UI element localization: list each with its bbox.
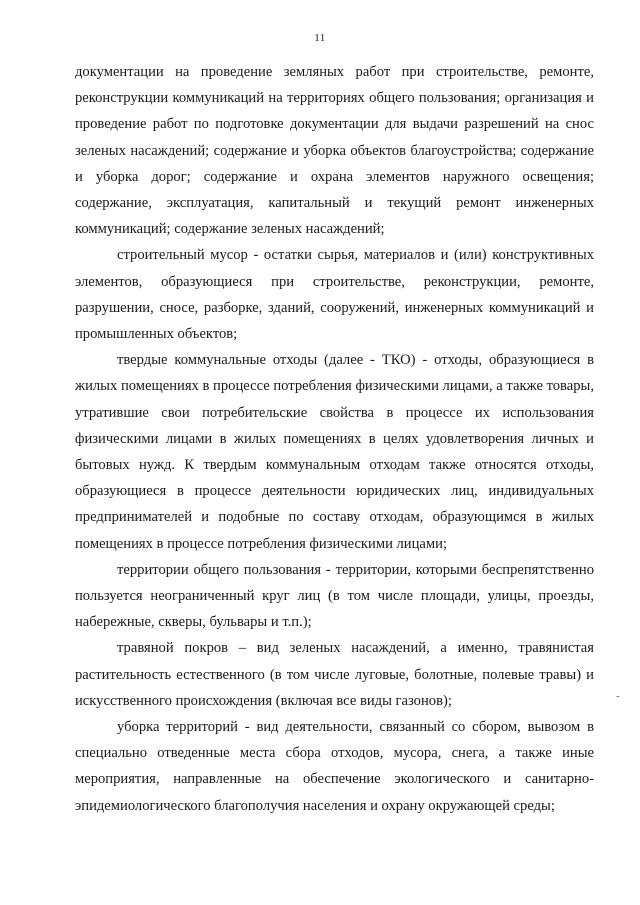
paragraph-3: твердые коммунальные отходы (далее - ТКО) - отходы, образующиеся в жилых помещениях в процессе потребления физическими лицами, а также товары, утратившие свои потребительские свойства в процессе их использования физическими лицами в жилых помещениях в целях удовлетворения личных и бытовых нужд. К твердым коммунальным отходам также относятся отходы, образующиеся в процессе деятельности юридических лиц, индивидуальных предпринимателей и подобные по составу отходам, образующимся в жилых помещениях в процессе потребления физическими лицами; xyxy=(75,352,594,552)
document-body xyxy=(75,59,594,819)
paragraph-4: территории общего пользования - территории, которыми беспрепятственно пользуется неограниченный круг лиц (в том числе площади, улицы, проезды, набережные, скверы, бульвары и т.п.); xyxy=(75,561,594,631)
paragraph-5: травяной покров – вид зеленых насаждений, а именно, травянистая растительность естественного (в том числе луговые, болотные, полевые травы) и искусственного происхождения (включая все виды газонов); xyxy=(75,640,594,709)
paragraph-6: уборка территорий - вид деятельности, связанный со сбором, вывозом в специально отведенные места сбора отходов, мусора, снега, а также иные мероприятия, направленные на обеспечение экологического и санитарно-эпидемиологического благополучия населения и охрану окружающей среды; xyxy=(75,719,594,814)
paragraph-1: документации на проведение земляных работ при строительстве, ремонте, реконструкции коммуникаций на территориях общего пользования; организация и проведение работ по подготовке документации для выдачи разрешений на снос зеленых насаждений; содержание и уборка объектов благоустройства; содержание и уборка дорог; содержание и охрана элементов наружного освещения; содержание, эксплуатация, капитальный и текущий ремонт инженерных коммуникаций; содержание зеленых насаждений; xyxy=(75,64,594,238)
margin-mark: - xyxy=(616,690,620,702)
paragraph-2: строительный мусор - остатки сырья, материалов и (или) конструктивных элементов, образующиеся при строительстве, реконструкции, ремонте, разрушении, сносе, разборке, зданий, сооружений, инженерных коммуникаций и промышленных объектов; xyxy=(75,247,594,343)
page-number: 11 xyxy=(314,32,326,44)
